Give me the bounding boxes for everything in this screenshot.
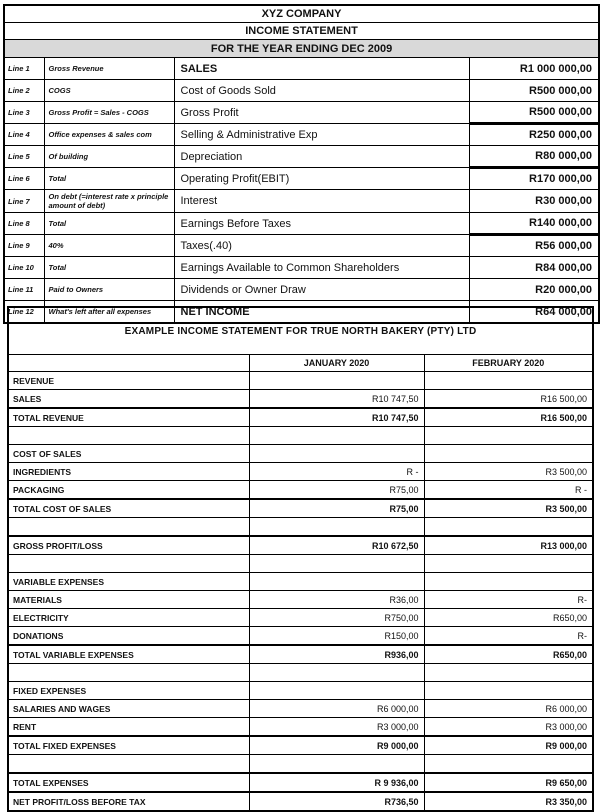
january-value: R10 747,50 — [249, 390, 424, 409]
column-header-february: FEBRUARY 2020 — [424, 355, 593, 372]
line-number: Line 4 — [4, 124, 44, 146]
amount-value: R20 000,00 — [469, 279, 599, 301]
table-row — [8, 463, 593, 481]
table2-title: EXAMPLE INCOME STATEMENT FOR TRUE NORTH BAKERY (PTY) LTD — [8, 307, 593, 355]
line-note: Office expenses & sales com — [44, 124, 174, 146]
line-number: Line 2 — [4, 80, 44, 102]
column-header-january: JANUARY 2020 — [249, 355, 424, 372]
account-label — [8, 518, 249, 537]
account-label: INGREDIENTS — [8, 463, 249, 481]
table-row — [4, 58, 599, 80]
line-note: Of building — [44, 146, 174, 168]
spacer-row — [8, 555, 593, 573]
table-row — [8, 390, 593, 409]
table1-header — [4, 5, 599, 58]
account-label: TOTAL EXPENSES — [8, 773, 249, 792]
january-value: R36,00 — [249, 591, 424, 609]
february-value — [424, 664, 593, 682]
amount-value: R140 000,00 — [469, 213, 599, 235]
column-header-blank — [8, 355, 249, 372]
table-row — [8, 591, 593, 609]
january-value: R10 672,50 — [249, 536, 424, 555]
table-row — [8, 736, 593, 755]
table-row — [8, 408, 593, 427]
january-value: R750,00 — [249, 609, 424, 627]
february-value: R- — [424, 591, 593, 609]
table-row — [4, 190, 599, 213]
line-note: Total — [44, 213, 174, 235]
table-row — [4, 257, 599, 279]
table1-company-row — [4, 5, 599, 23]
table-row — [8, 499, 593, 518]
account-label: MATERIALS — [8, 591, 249, 609]
account-label: Operating Profit(EBIT) — [174, 168, 469, 190]
account-label: NET PROFIT/LOSS BEFORE TAX — [8, 792, 249, 811]
account-label: TOTAL VARIABLE EXPENSES — [8, 645, 249, 664]
february-value: R16 500,00 — [424, 408, 593, 427]
february-value — [424, 427, 593, 445]
january-value: R736,50 — [249, 792, 424, 811]
january-value — [249, 445, 424, 463]
account-label: SALES — [8, 390, 249, 409]
table-row — [8, 718, 593, 737]
table-row — [8, 609, 593, 627]
line-number: Line 3 — [4, 102, 44, 124]
account-label — [8, 664, 249, 682]
line-number: Line 10 — [4, 257, 44, 279]
account-label: Gross Profit — [174, 102, 469, 124]
table-row — [8, 372, 593, 390]
account-label: Selling & Administrative Exp — [174, 124, 469, 146]
line-number: Line 7 — [4, 190, 44, 213]
line-note: Total — [44, 257, 174, 279]
line-number: Line 1 — [4, 58, 44, 80]
amount-value: R84 000,00 — [469, 257, 599, 279]
line-number: Line 11 — [4, 279, 44, 301]
february-value: R - — [424, 481, 593, 500]
account-label — [8, 427, 249, 445]
account-label: PACKAGING — [8, 481, 249, 500]
february-value: R9 650,00 — [424, 773, 593, 792]
january-value: R 9 936,00 — [249, 773, 424, 792]
february-value: R13 000,00 — [424, 536, 593, 555]
amount-value: R500 000,00 — [469, 102, 599, 124]
january-value — [249, 372, 424, 390]
january-value: R936,00 — [249, 645, 424, 664]
account-label: COST OF SALES — [8, 445, 249, 463]
account-label: RENT — [8, 718, 249, 737]
account-label — [8, 755, 249, 774]
table2-header — [8, 307, 593, 372]
table1-statement-row — [4, 23, 599, 40]
account-label: REVENUE — [8, 372, 249, 390]
line-note: Gross Revenue — [44, 58, 174, 80]
line-note: Paid to Owners — [44, 279, 174, 301]
february-value — [424, 682, 593, 700]
line-number: Line 6 — [4, 168, 44, 190]
january-value: R - — [249, 463, 424, 481]
february-value: R9 000,00 — [424, 736, 593, 755]
account-label: SALARIES AND WAGES — [8, 700, 249, 718]
table-row — [8, 481, 593, 500]
account-label: TOTAL FIXED EXPENSES — [8, 736, 249, 755]
january-value — [249, 427, 424, 445]
account-label: ELECTRICITY — [8, 609, 249, 627]
account-label: FIXED EXPENSES — [8, 682, 249, 700]
table2-title-row — [8, 307, 593, 355]
account-label: Earnings Before Taxes — [174, 213, 469, 235]
account-label: Dividends or Owner Draw — [174, 279, 469, 301]
table-row — [8, 700, 593, 718]
account-label — [8, 555, 249, 573]
spacer-row — [8, 664, 593, 682]
table-row — [4, 80, 599, 102]
january-value: R3 000,00 — [249, 718, 424, 737]
january-value — [249, 664, 424, 682]
amount-value: R250 000,00 — [469, 124, 599, 146]
january-value — [249, 682, 424, 700]
table2-body — [8, 372, 593, 812]
table1-period-row — [4, 40, 599, 58]
account-label: Depreciation — [174, 146, 469, 168]
table1-body — [4, 58, 599, 324]
statement-title: INCOME STATEMENT — [4, 23, 599, 40]
table-row — [4, 124, 599, 146]
february-value: R3 500,00 — [424, 463, 593, 481]
amount-value: R170 000,00 — [469, 168, 599, 190]
february-value: R6 000,00 — [424, 700, 593, 718]
table-row — [4, 102, 599, 124]
account-label: Interest — [174, 190, 469, 213]
spacer-row — [8, 755, 593, 774]
line-note: What's left after all expenses — [44, 301, 174, 324]
february-value — [424, 555, 593, 573]
account-label: TOTAL COST OF SALES — [8, 499, 249, 518]
table-row — [8, 645, 593, 664]
february-value: R- — [424, 627, 593, 646]
account-label: Earnings Available to Common Shareholders — [174, 257, 469, 279]
table-row — [8, 792, 593, 811]
line-note: Gross Profit = Sales - COGS — [44, 102, 174, 124]
january-value: R6 000,00 — [249, 700, 424, 718]
january-value — [249, 555, 424, 573]
account-label: Cost of Goods Sold — [174, 80, 469, 102]
account-label: NET INCOME — [174, 301, 469, 324]
amount-value: R30 000,00 — [469, 190, 599, 213]
table-row — [8, 627, 593, 646]
account-label: GROSS PROFIT/LOSS — [8, 536, 249, 555]
table-row — [8, 536, 593, 555]
spacer-row — [8, 518, 593, 537]
february-value: R650,00 — [424, 645, 593, 664]
bakery-income-statement-table — [7, 306, 594, 812]
amount-value: R64 000,00 — [469, 301, 599, 324]
account-label: VARIABLE EXPENSES — [8, 573, 249, 591]
table-row — [4, 213, 599, 235]
february-value: R3 350,00 — [424, 792, 593, 811]
table2-column-header-row — [8, 355, 593, 372]
line-note: Total — [44, 168, 174, 190]
february-value: R3 000,00 — [424, 718, 593, 737]
amount-value: R80 000,00 — [469, 146, 599, 168]
line-number: Line 8 — [4, 213, 44, 235]
amount-value: R500 000,00 — [469, 80, 599, 102]
amount-value: R1 000 000,00 — [469, 58, 599, 80]
line-note: COGS — [44, 80, 174, 102]
company-name: XYZ COMPANY — [4, 5, 599, 23]
table-row — [4, 279, 599, 301]
table-row — [8, 682, 593, 700]
february-value: R650,00 — [424, 609, 593, 627]
january-value — [249, 573, 424, 591]
february-value — [424, 755, 593, 774]
february-value — [424, 372, 593, 390]
table-row — [4, 146, 599, 168]
february-value: R16 500,00 — [424, 390, 593, 409]
account-label: SALES — [174, 58, 469, 80]
january-value: R10 747,50 — [249, 408, 424, 427]
february-value — [424, 518, 593, 537]
january-value — [249, 518, 424, 537]
line-number: Line 9 — [4, 235, 44, 257]
january-value: R75,00 — [249, 499, 424, 518]
table-row — [4, 235, 599, 257]
period-title: FOR THE YEAR ENDING DEC 2009 — [4, 40, 599, 58]
february-value: R3 500,00 — [424, 499, 593, 518]
january-value: R9 000,00 — [249, 736, 424, 755]
february-value — [424, 573, 593, 591]
spacer-row — [8, 427, 593, 445]
february-value — [424, 445, 593, 463]
table-row — [8, 573, 593, 591]
january-value: R150,00 — [249, 627, 424, 646]
account-label: Taxes(.40) — [174, 235, 469, 257]
january-value — [249, 755, 424, 774]
line-number: Line 5 — [4, 146, 44, 168]
january-value: R75,00 — [249, 481, 424, 500]
line-note: 40% — [44, 235, 174, 257]
line-number: Line 12 — [4, 301, 44, 324]
account-label: TOTAL REVENUE — [8, 408, 249, 427]
table-row — [4, 168, 599, 190]
account-label: DONATIONS — [8, 627, 249, 646]
amount-value: R56 000,00 — [469, 235, 599, 257]
table-row — [8, 445, 593, 463]
line-note: On debt (=interest rate x principle amount of debt) — [44, 190, 174, 213]
xyz-income-statement-table — [3, 4, 600, 324]
